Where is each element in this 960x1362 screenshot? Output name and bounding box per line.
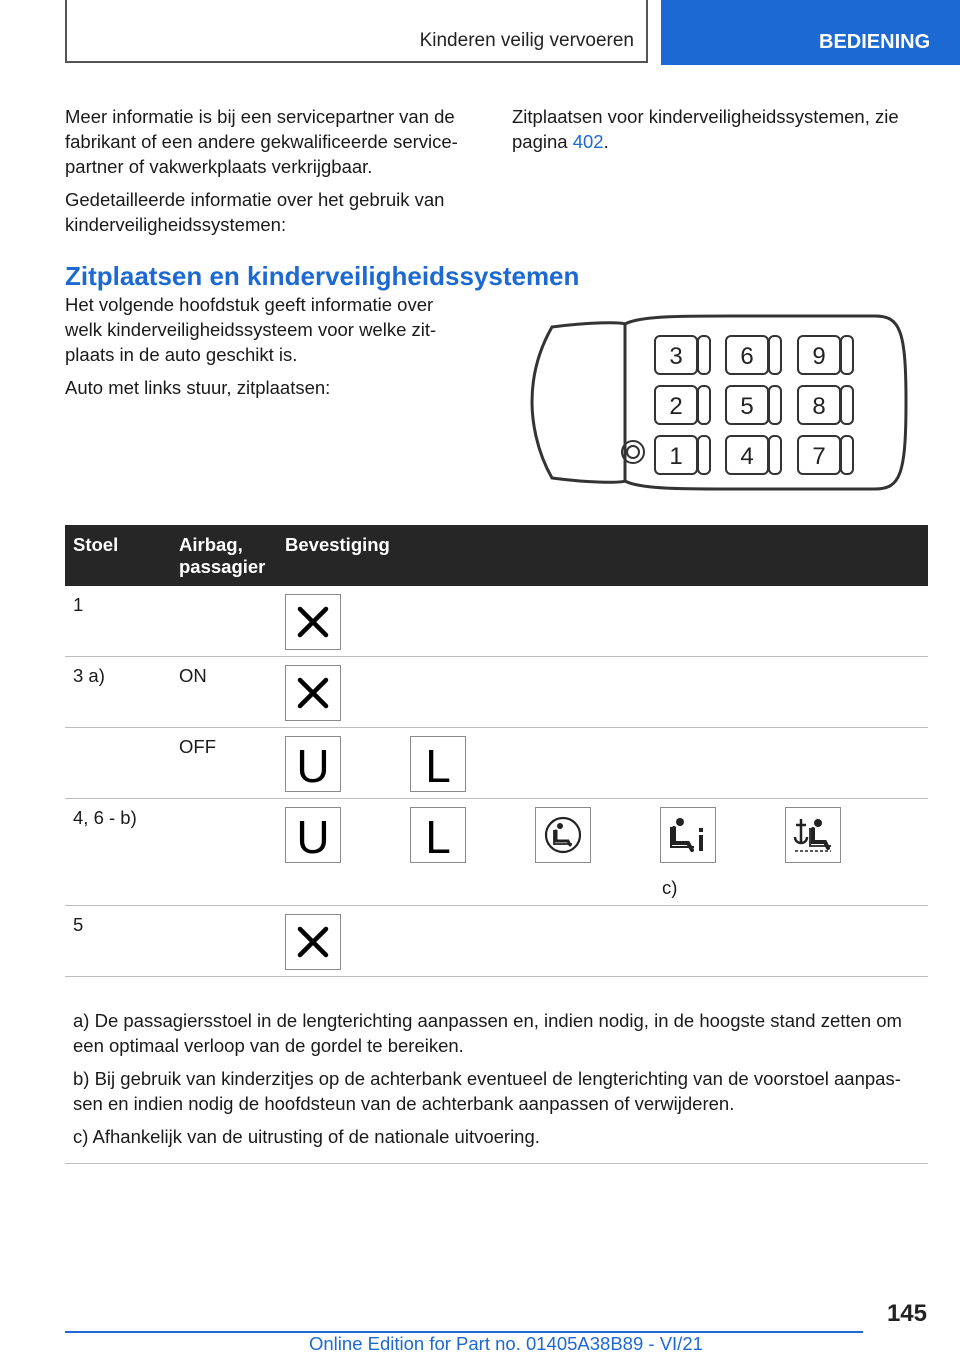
edition-footer: Online Edition for Part no. 01405A38B89 - VI/21 bbox=[309, 1333, 703, 1354]
seat-number: 6 bbox=[740, 343, 754, 370]
seat-number: 9 bbox=[812, 343, 826, 370]
section-text bbox=[65, 292, 465, 408]
seat-number: 4 bbox=[740, 443, 754, 470]
seat-5 bbox=[726, 386, 781, 424]
seat-cell: 1 bbox=[65, 586, 171, 657]
section-tab-label: BEDIENING bbox=[819, 31, 931, 53]
semi-universal-l-icon bbox=[410, 807, 466, 863]
isofix-seat-icon bbox=[660, 807, 716, 863]
seat-1 bbox=[655, 436, 710, 474]
not-permitted-icon bbox=[285, 665, 341, 721]
page-link[interactable]: 402 bbox=[572, 131, 604, 152]
fixing-cell bbox=[277, 728, 928, 799]
table-row bbox=[65, 657, 928, 728]
footnote-c: c) Afhankelijk van de uitrusting of de nationale uitvoering. bbox=[73, 1126, 540, 1147]
airbag-cell bbox=[171, 586, 277, 657]
seat-2 bbox=[655, 386, 710, 424]
semi-universal-l-icon bbox=[410, 736, 466, 792]
chapter-title: Kinderen veilig vervoeren bbox=[419, 30, 634, 51]
table-row bbox=[65, 586, 928, 657]
fixing-cell bbox=[277, 657, 928, 728]
seat-grid bbox=[655, 336, 853, 474]
paragraph: Meer informatie is bij een servicepartner van de fabrikant of een andere gekwalificeerde servicepartner of vakwerkplaats verkrijgbaar. bbox=[65, 106, 458, 177]
page-number: 145 bbox=[886, 1300, 927, 1327]
svg-text:U: U bbox=[296, 742, 330, 786]
universal-u-icon bbox=[285, 807, 341, 863]
seat-table bbox=[65, 525, 928, 977]
table-row bbox=[65, 728, 928, 799]
seat-number: 7 bbox=[812, 443, 826, 470]
svg-text:U: U bbox=[296, 813, 330, 857]
fixing-cell bbox=[277, 906, 928, 977]
paragraph-end: . bbox=[603, 131, 609, 152]
fixing-cell bbox=[277, 586, 928, 657]
table-header-row bbox=[65, 525, 928, 586]
paragraph bbox=[512, 104, 927, 154]
seat-number: 3 bbox=[669, 343, 683, 370]
icon-footnote: c) bbox=[662, 877, 678, 898]
table-row bbox=[65, 799, 928, 906]
isofix-anchor-seat-icon bbox=[785, 807, 841, 863]
footnote-a: a) De passagiersstoel in de lengterichting aanpassen en, indien nodig, in de hoogste stand zetten om een optimaal verloop van de gordel te bereiken. bbox=[73, 1010, 902, 1056]
paragraph: Het volgende hoofdstuk geeft informatie over welk kinderveiligheidssysteem voor welke zitplaats in de auto geschikt is. bbox=[65, 294, 437, 365]
seat-cell: 5 bbox=[65, 906, 171, 977]
column-header-seat: Stoel bbox=[65, 525, 171, 586]
fixing-cell bbox=[277, 799, 928, 906]
airbag-cell: ON bbox=[171, 657, 277, 728]
seat-number: 2 bbox=[669, 393, 683, 420]
table-row bbox=[65, 906, 928, 977]
seat-7 bbox=[798, 436, 853, 474]
seat-number: 1 bbox=[669, 443, 683, 470]
seat-4 bbox=[726, 436, 781, 474]
table-footnotes bbox=[65, 1000, 928, 1164]
column-header-airbag: Airbag, passagier bbox=[171, 525, 277, 586]
svg-text:L: L bbox=[425, 813, 451, 857]
seat-8 bbox=[798, 386, 853, 424]
seat-6 bbox=[726, 336, 781, 374]
not-permitted-icon bbox=[285, 914, 341, 970]
paragraph: Auto met links stuur, zitplaatsen: bbox=[65, 377, 331, 398]
airbag-cell bbox=[171, 906, 277, 977]
seat-9 bbox=[798, 336, 853, 374]
universal-u-icon bbox=[285, 736, 341, 792]
paragraph-text: Zitplaatsen voor kinderveiligheidssystemen, zie pagina bbox=[512, 106, 899, 152]
seat-cell: 3 a) bbox=[65, 657, 171, 728]
section-title: Zitplaatsen en kinderveiligheidssystemen bbox=[65, 261, 580, 291]
isize-seat-icon bbox=[535, 807, 591, 863]
paragraph: Gedetailleerde informatie over het gebruik van kinderveiligheidssystemen: bbox=[65, 189, 445, 235]
footnote-b: b) Bij gebruik van kinderzitjes op de achterbank eventueel de lengterichting van de voorstoel aanpassen en indien nodig de hoofdsteun van de achterbank aanpassen of verwijderen. bbox=[73, 1068, 901, 1114]
seat-3 bbox=[655, 336, 710, 374]
seat-cell bbox=[65, 728, 171, 799]
seat-cell: 4, 6 - b) bbox=[65, 799, 171, 906]
seat-number: 8 bbox=[812, 393, 826, 420]
not-permitted-icon bbox=[285, 594, 341, 650]
car-front-outline bbox=[532, 323, 625, 482]
header-box bbox=[65, 0, 648, 63]
column-header-fixing: Bevestiging bbox=[277, 525, 928, 586]
airbag-cell bbox=[171, 799, 277, 906]
left-column bbox=[65, 104, 475, 245]
right-column bbox=[512, 104, 927, 162]
airbag-cell: OFF bbox=[171, 728, 277, 799]
section-tab[interactable] bbox=[661, 0, 960, 65]
seat-number: 5 bbox=[740, 393, 754, 420]
svg-text:L: L bbox=[425, 742, 451, 786]
car-seat-diagram bbox=[530, 310, 920, 495]
